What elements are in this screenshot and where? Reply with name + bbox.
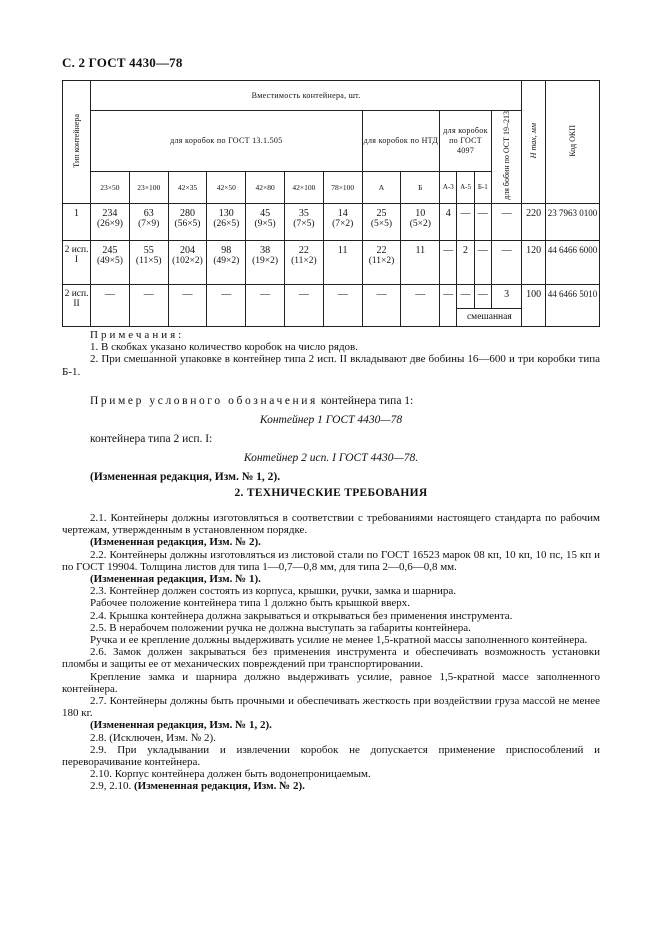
- example-lead-2: контейнера типа 2 исп. I:: [90, 433, 213, 445]
- table-row: [63, 240, 600, 284]
- capacity-table: [62, 80, 600, 327]
- paragraph: 2.4. Крышка контейнера должна закрываться и открываться без применения инструмента.: [90, 609, 513, 622]
- paragraph: 2.7. Контейнеры должны быть прочными и обеспечивать жесткость при воздействии груза массой не менее 180 кг.: [62, 695, 600, 720]
- table-cell: —: [491, 203, 521, 240]
- table-cell: —: [129, 284, 168, 326]
- table-cell: 11: [323, 240, 362, 284]
- notes-title: Примечания:: [90, 329, 185, 341]
- okp-cell: 44 6466 5010: [545, 284, 599, 326]
- hmax-cell: 220: [522, 203, 546, 240]
- g4097-sub-header: А-3: [440, 172, 457, 204]
- paragraph: 2.9, 2.10. (Измененная редакция, Изм. № 2).: [90, 780, 305, 793]
- note-item: 1. В скобках указано количество коробок на число рядов.: [90, 341, 358, 354]
- ntd-sub-header: А: [362, 172, 401, 204]
- table-cell: —: [401, 284, 440, 326]
- table-cell: 22 (11×2): [362, 240, 401, 284]
- col-hmax-header: H max, мм: [522, 81, 546, 204]
- table-cell: 98 (49×2): [207, 240, 246, 284]
- mixed-label: смешанная: [457, 308, 522, 326]
- capacity-header: Вместимость контейнера, шт.: [91, 81, 522, 111]
- table-cell: —: [246, 284, 285, 326]
- revision-note: (Измененная редакция, Изм. № 1).: [90, 573, 261, 586]
- size-header: 42×50: [207, 172, 246, 204]
- okp-cell: 44 6466 6000: [545, 240, 599, 284]
- size-header: 78×100: [323, 172, 362, 204]
- row-type: 1: [63, 203, 91, 240]
- size-header: 23×50: [91, 172, 130, 204]
- example-lead: Пример условного обозначения контейнера типа 1:: [90, 395, 414, 407]
- table-cell: 2: [457, 240, 474, 284]
- table-cell: 234 (26×9): [91, 203, 130, 240]
- table-cell: —: [91, 284, 130, 326]
- paragraph: 2.10. Корпус контейнера должен быть водонепроницаемым.: [90, 768, 371, 781]
- paragraph: Ручка и ее крепление должны выдерживать усилие не менее 1,5-кратной массы заполненного контейнера.: [90, 634, 588, 647]
- table-cell: —: [457, 203, 474, 240]
- okp-cell: 23 7963 0100: [545, 203, 599, 240]
- col-bobbin-header: для бобин по ОСТ 19–213: [491, 111, 521, 204]
- g4097-sub-header: А-5: [457, 172, 474, 204]
- paragraph: Рабочее положение контейнера типа 1 должно быть крышкой вверх.: [90, 597, 410, 610]
- row-type: 2 исп. II: [63, 284, 91, 326]
- row-type: 2 исп. I: [63, 240, 91, 284]
- col-okp-header: Код ОКП: [545, 81, 599, 204]
- section-title: [62, 487, 600, 499]
- section-body: [62, 512, 600, 793]
- designation-1: Контейнер 1 ГОСТ 4430—78: [259, 414, 403, 426]
- group-gost13-header: для коробок по ГОСТ 13.1.505: [91, 111, 363, 172]
- table-cell: 10 (5×2): [401, 203, 440, 240]
- paragraph: Крепление замка и шарнира должно выдерживать усилие, равное 1,5-кратной массе заполненного контейнера.: [62, 670, 600, 695]
- table-cell: 55 (11×5): [129, 240, 168, 284]
- size-header: 42×35: [168, 172, 207, 204]
- table-cell: —: [440, 240, 457, 284]
- notes: [62, 329, 600, 378]
- table-cell: —: [474, 203, 491, 240]
- table-cell: 280 (56×5): [168, 203, 207, 240]
- group-gost4097-header: для коробок по ГОСТ 4097: [440, 111, 492, 172]
- paragraph: 2.3. Контейнер должен состоять из корпуса, крышки, ручки, замка и шарнира.: [90, 585, 457, 598]
- section-heading: 2. ТЕХНИЧЕСКИЕ ТРЕБОВАНИЯ: [234, 487, 428, 499]
- table-cell: 245 (49×5): [91, 240, 130, 284]
- table-cell: —: [323, 284, 362, 326]
- table-cell: 130 (26×5): [207, 203, 246, 240]
- ntd-sub-header: Б: [401, 172, 440, 204]
- table-cell: —: [362, 284, 401, 326]
- table-cell: —: [491, 240, 521, 284]
- size-header: 42×80: [246, 172, 285, 204]
- revision-note: (Измененная редакция, Изм. № 2).: [90, 536, 261, 549]
- table-cell: —: [440, 284, 457, 326]
- table-cell: —: [207, 284, 246, 326]
- table-cell: 11: [401, 240, 440, 284]
- designation-2: Контейнер 2 исп. I ГОСТ 4430—78.: [243, 452, 419, 464]
- g4097-sub-header: Б-1: [474, 172, 491, 204]
- table-cell: —: [474, 284, 491, 308]
- table-cell: 63 (7×9): [129, 203, 168, 240]
- size-header: 23×100: [129, 172, 168, 204]
- paragraph: 2.1. Контейнеры должны изготовляться в соответствии с требованиями настоящего стандарта по рабочим чертежам, утвержденным в установленном порядке.: [62, 512, 600, 537]
- paragraph: 2.6. Замок должен закрываться без применения инструмента и обеспечивать возможность установки пломбы и защиты ее от механических повреждений при транспортировании.: [62, 646, 600, 671]
- table-cell: —: [168, 284, 207, 326]
- example-block: [62, 392, 600, 487]
- table-cell: 204 (102×2): [168, 240, 207, 284]
- size-header: 42×100: [285, 172, 324, 204]
- paragraph: 2.9. При укладывании и извлечении коробок не допускается применение приспособлений и переворачивание контейнера.: [62, 743, 600, 769]
- paragraph: 2.2. Контейнеры должны изготовляться из листовой стали по ГОСТ 16523 марок 08 кп, 10 кп, 10 пс, 15 кп и по ГОСТ 19904. Толщина листов для типа 1—0,7—0,8 мм, для типа 2—0,6—0,8 мм.: [62, 548, 600, 573]
- hmax-cell: 100: [522, 284, 546, 326]
- table-cell: 25 (5×5): [362, 203, 401, 240]
- table-cell: 3: [491, 284, 521, 308]
- col-type-header: Тип контейнера: [63, 81, 91, 204]
- table-cell: 4: [440, 203, 457, 240]
- paragraph: 2.8. (Исключен, Изм. № 2).: [90, 731, 216, 744]
- table-row: [63, 203, 600, 240]
- table-cell: —: [474, 240, 491, 284]
- group-ntd-header: для коробок по НТД: [362, 111, 440, 172]
- revision-note: (Измененная редакция, Изм. № 1, 2).: [90, 471, 281, 483]
- table-cell: 45 (9×5): [246, 203, 285, 240]
- table-cell: —: [285, 284, 324, 326]
- hmax-cell: 120: [522, 240, 546, 284]
- note-item: 2. При смешанной упаковке в контейнер типа 2 исп. II вкладывают две бобины 16—600 и три коробки типа Б-1.: [62, 353, 600, 378]
- page-header: С. 2 ГОСТ 4430—78: [62, 55, 183, 70]
- table-cell: 22 (11×2): [285, 240, 324, 284]
- table-cell: 38 (19×2): [246, 240, 285, 284]
- table-cell: 14 (7×2): [323, 203, 362, 240]
- paragraph: 2.5. В нерабочем положении ручка не должна выступать за габариты контейнера.: [90, 621, 471, 634]
- table-row: [63, 284, 600, 308]
- table-cell: 35 (7×5): [285, 203, 324, 240]
- revision-note: (Измененная редакция, Изм. № 1, 2).: [90, 719, 272, 732]
- table-cell: —: [457, 284, 474, 308]
